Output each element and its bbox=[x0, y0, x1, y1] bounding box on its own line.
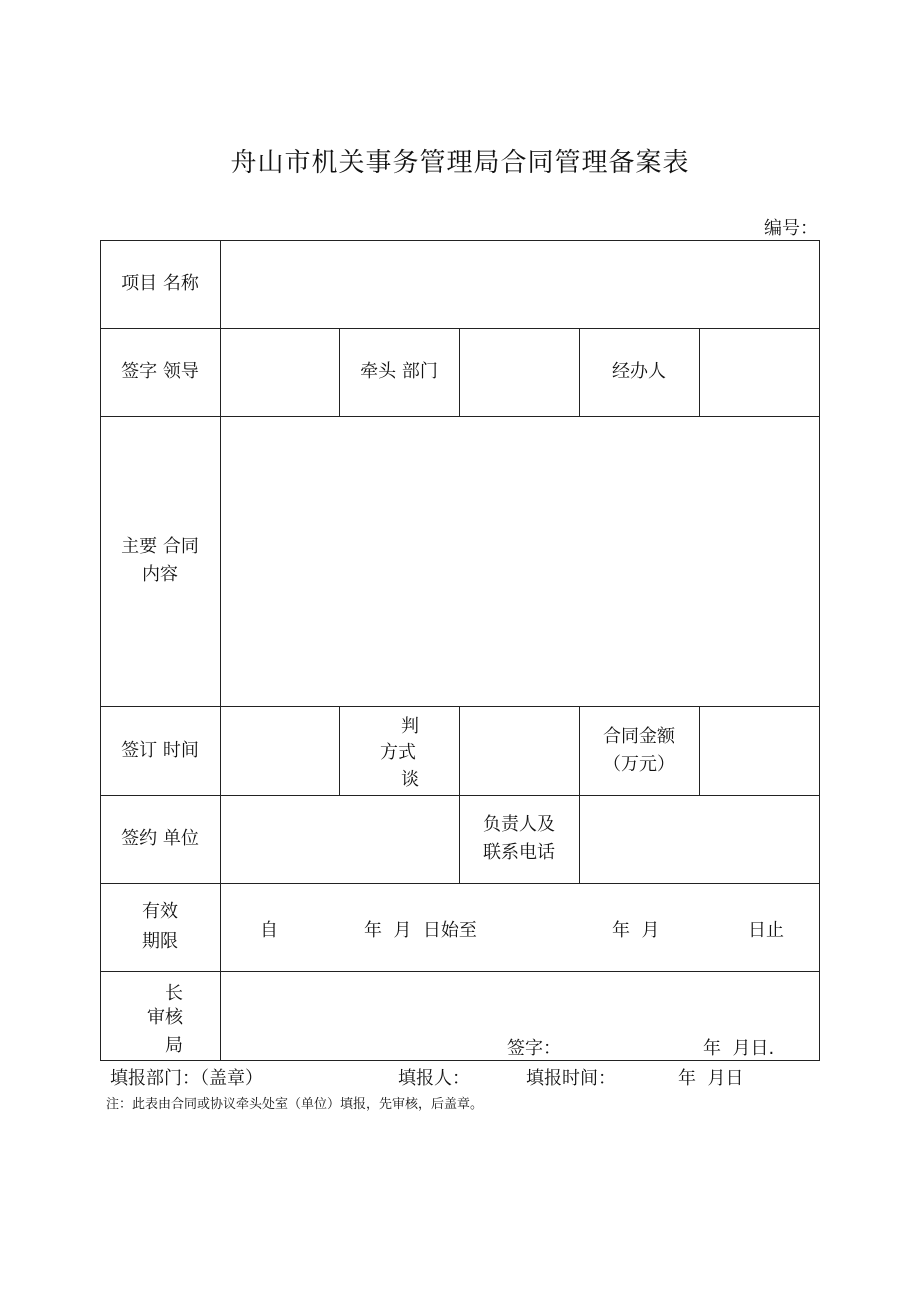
contract-amount-label bbox=[579, 706, 699, 795]
contract-amount-label-line1: 合同金额 bbox=[603, 725, 675, 747]
review-signature-label: 签字： bbox=[507, 1038, 561, 1059]
sign-leader-field[interactable] bbox=[221, 329, 339, 416]
negotiation-label-part2: 方式 bbox=[380, 742, 416, 763]
contract-content-label-line2: 内容 bbox=[142, 564, 178, 585]
contract-content-label-line1: 主要 合同 bbox=[121, 536, 199, 557]
validity-from: 自 bbox=[260, 920, 278, 941]
contract-amount-label-line2: （万元） bbox=[603, 753, 675, 775]
bureau-review-label bbox=[100, 971, 220, 1060]
contract-unit-field[interactable] bbox=[221, 796, 459, 883]
contact-label-line1: 负责人及 bbox=[483, 814, 555, 835]
validity-end-month: 年 月 bbox=[612, 920, 660, 941]
contract-content-label bbox=[100, 416, 220, 706]
validity-label-line2: 期限 bbox=[142, 931, 178, 952]
contact-field[interactable] bbox=[580, 796, 819, 883]
sign-time-field[interactable] bbox=[221, 707, 339, 795]
page-title: 舟山市机关事务管理局合同管理备案表 bbox=[230, 148, 690, 178]
review-label-part2: 审核 bbox=[147, 1007, 183, 1028]
serial-number-label: 编号： bbox=[764, 218, 818, 239]
negotiation-method-field[interactable] bbox=[460, 707, 579, 795]
review-date: 年 月日. bbox=[703, 1038, 775, 1059]
validity-label-line1: 有效 bbox=[142, 901, 178, 922]
negotiation-label-part3: 谈 bbox=[401, 769, 419, 790]
footer-dept: 填报部门：（盖章） bbox=[110, 1068, 263, 1089]
project-name-field[interactable] bbox=[221, 241, 819, 328]
contact-label bbox=[459, 795, 579, 883]
validity-start-date: 年 月 日始至 bbox=[364, 920, 477, 941]
footnote: 注：此表由合同或协议牵头处室（单位）填报，先审核，后盖章。 bbox=[106, 1097, 484, 1112]
validity-end-day: 日止 bbox=[748, 920, 784, 941]
contract-amount-field[interactable] bbox=[700, 707, 819, 795]
contract-unit-label: 签约 单位 bbox=[121, 828, 199, 849]
footer-time: 填报时间： bbox=[526, 1068, 616, 1089]
review-label-part3: 局 bbox=[165, 1035, 183, 1056]
footer bbox=[110, 1064, 810, 1090]
validity-label bbox=[100, 883, 220, 971]
lead-dept-field[interactable] bbox=[460, 329, 579, 416]
review-label-part1: 长 bbox=[165, 983, 183, 1004]
sign-leader-label: 签字 领导 bbox=[121, 361, 199, 382]
project-name-label: 项目 名称 bbox=[121, 273, 199, 294]
footer-date: 年 月日 bbox=[678, 1068, 744, 1089]
handler-label: 经办人 bbox=[612, 361, 666, 382]
handler-field[interactable] bbox=[700, 329, 819, 416]
negotiation-label-part1: 判 bbox=[401, 716, 419, 737]
footer-reporter: 填报人： bbox=[398, 1068, 470, 1089]
contact-label-line2: 联系电话 bbox=[483, 842, 555, 863]
validity-period-field[interactable] bbox=[221, 884, 819, 971]
lead-dept-label: 牵头 部门 bbox=[360, 361, 438, 382]
contract-content-field[interactable] bbox=[221, 417, 819, 706]
bureau-review-field[interactable] bbox=[221, 972, 819, 1060]
sign-time-label: 签订 时间 bbox=[121, 739, 199, 761]
negotiation-method-label bbox=[339, 706, 459, 795]
